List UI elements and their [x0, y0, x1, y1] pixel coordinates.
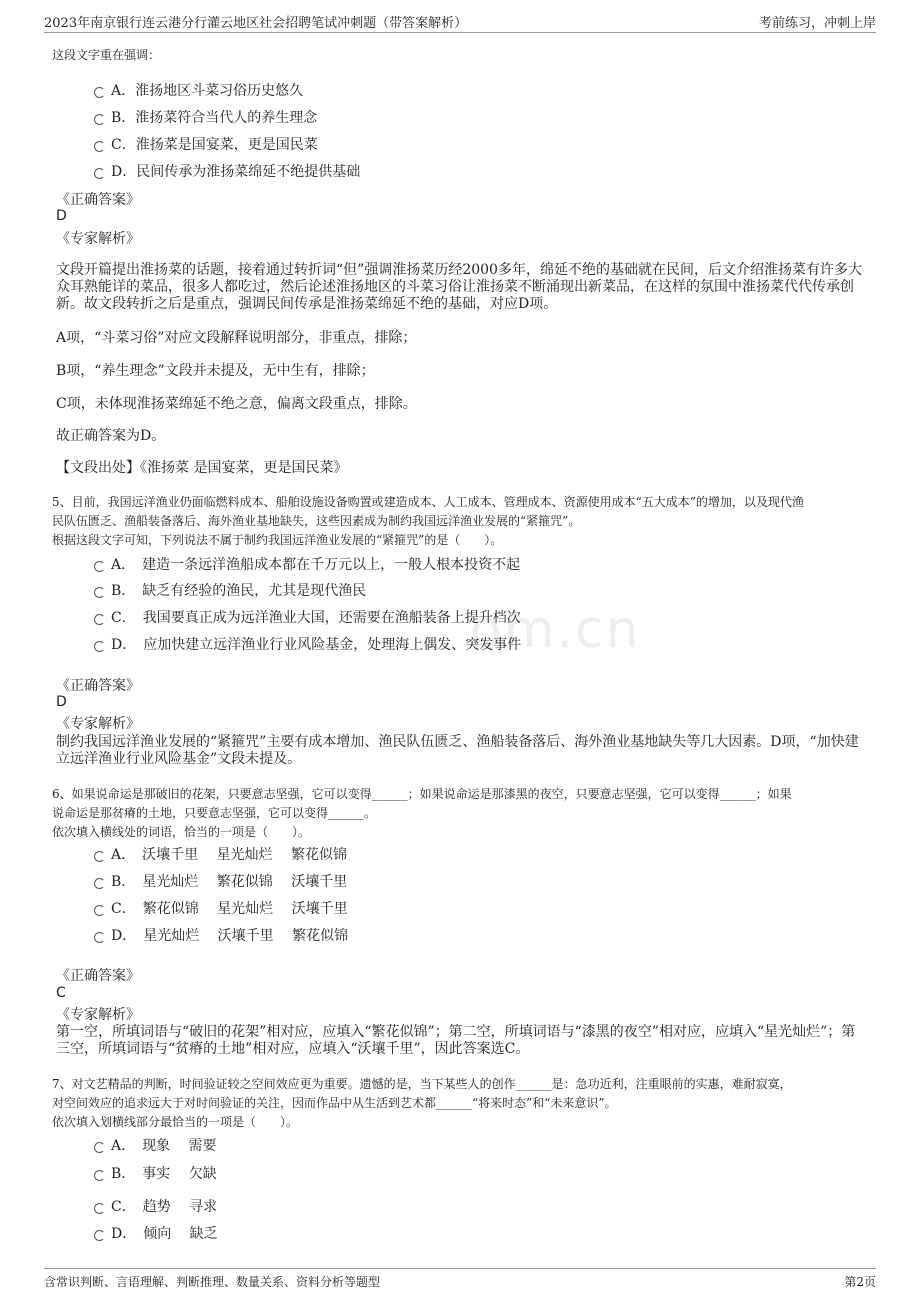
- radio-icon[interactable]: [94, 141, 105, 152]
- q4-analysis-a: A项，“斗菜习俗”对应文段解释说明部分，非重点，排除；: [56, 330, 417, 346]
- q5-answer-label: 《正确答案》: [56, 678, 140, 694]
- q4-option-d[interactable]: D．民间传承为淮扬菜绵延不绝提供基础: [94, 161, 360, 183]
- q4-analysis-label: 《专家解析》: [56, 231, 140, 247]
- q7-option-b[interactable]: B． 事实 欠缺: [94, 1163, 217, 1185]
- q4-option-a[interactable]: A．淮扬地区斗菜习俗历史悠久: [94, 80, 303, 102]
- q5-option-d[interactable]: D． 应加快建立远洋渔业行业风险基金，处理海上偶发、突发事件: [94, 634, 521, 656]
- q6-option-d[interactable]: D． 星光灿烂 沃壤千里 繁花似锦: [94, 925, 348, 947]
- q7-option-d[interactable]: D． 倾向 缺乏: [94, 1223, 218, 1245]
- radio-icon[interactable]: [94, 587, 105, 598]
- q6-option-a[interactable]: A． 沃壤千里 星光灿烂 繁花似锦: [94, 844, 347, 866]
- page-header: [44, 10, 876, 33]
- q5-stem-line3: 根据这段文字可知，下列说法不属于制约我国远洋渔业发展的“紧箍咒”的是（ ）。: [52, 533, 503, 547]
- radio-icon[interactable]: [94, 561, 105, 572]
- radio-icon[interactable]: [94, 905, 105, 916]
- q6-analysis-label: 《专家解析》: [56, 1007, 140, 1023]
- radio-icon[interactable]: [94, 1230, 105, 1241]
- radio-icon[interactable]: [94, 614, 105, 625]
- radio-icon[interactable]: [94, 1170, 105, 1181]
- q4-source: 【文段出处】《淮扬菜 是国宴菜，更是国民菜》: [56, 460, 348, 476]
- q5-option-c[interactable]: C． 我国要真正成为远洋渔业大国，还需要在渔船装备上提升档次: [94, 607, 521, 629]
- q4-analysis-b: B项，“养生理念”文段并未提及，无中生有，排除；: [56, 363, 375, 379]
- q5-stem-line1: 5、目前，我国远洋渔业仍面临燃料成本、船舶设施设备购置或建造成本、人工成本、管理成本、资源使用成本“五大成本”的增加，以及现代渔: [52, 495, 804, 509]
- q5-option-b[interactable]: B． 缺乏有经验的渔民，尤其是现代渔民: [94, 580, 366, 602]
- radio-icon[interactable]: [94, 114, 105, 125]
- radio-icon[interactable]: [94, 932, 105, 943]
- q6-stem-line3: 依次填入横线处的词语，恰当的一项是（ ）。: [52, 825, 311, 839]
- radio-icon[interactable]: [94, 641, 105, 652]
- radio-icon[interactable]: [94, 878, 105, 889]
- q4-answer: D: [56, 208, 67, 224]
- q4-stem: 这段文字重在强调：: [52, 48, 161, 62]
- q5-analysis-label: 《专家解析》: [56, 716, 140, 732]
- q4-answer-label: 《正确答案》: [56, 192, 140, 208]
- q5-analysis: 制约我国远洋渔业发展的“紧箍咒”主要有成本增加、渔民队伍匮乏、渔船装备落后、海外渔业基地缺失等几大因素。D项，“加快建立远洋渔业行业风险基金”文段未提及。: [56, 734, 859, 767]
- q7-stem-line3: 依次填入划横线部分最恰当的一项是（ ）。: [52, 1115, 299, 1129]
- header-title: 2023年南京银行连云港分行灌云地区社会招聘笔试冲刺题（带答案解析）: [44, 16, 468, 31]
- footer-note: 含常识判断、言语理解、判断推理、数量关系、资料分析等题型: [44, 1275, 381, 1289]
- radio-icon[interactable]: [94, 1203, 105, 1214]
- q4-option-b[interactable]: B．淮扬菜符合当代人的养生理念: [94, 107, 317, 129]
- q5-answer: D: [56, 694, 67, 710]
- page-number: 第2页: [844, 1275, 876, 1289]
- q4-analysis-main: 文段开篇提出淮扬菜的话题，接着通过转折词“但”强调淮扬菜历经2000多年，绵延不绝的基础就在民间，后文介绍淮扬菜有许多大众耳熟能详的菜品，很多人都吃过，然后论述淮扬地区的斗菜习俗让淮扬菜不断涌现出新菜品，在这样的氛围中淮扬菜代代传承创新。故文段转折之后是重点，强调民间传承是淮扬菜绵延不绝的基础，对应D项。: [56, 262, 862, 312]
- q4-conclusion: 故正确答案为D。: [56, 428, 166, 444]
- q6-answer: C: [56, 985, 66, 1001]
- q6-stem-line1: 6、如果说命运是那破旧的花架，只要意志坚强，它可以变得______；如果说命运是那漆黑的夜空，只要意志坚强，它可以变得______；如果: [52, 787, 792, 801]
- q7-stem-line2: 对空间效应的追求远大于对时间验证的关注，因而作品中从生活到艺术都______“将来时态”和“未来意识”。: [52, 1096, 617, 1110]
- page-footer: [44, 1268, 876, 1295]
- radio-icon[interactable]: [94, 168, 105, 179]
- q6-analysis: 第一空，所填词语与“破旧的花架”相对应，应填入“繁花似锦”；第二空，所填词语与“漆黑的夜空”相对应，应填入“星光灿烂”；第三空，所填词语与“贫瘠的土地”相对应，应填入“沃壤千里”，因此答案选C。: [56, 1024, 856, 1057]
- q5-option-a[interactable]: A． 建造一条远洋渔船成本都在千万元以上，一般人根本投资不起: [94, 554, 520, 576]
- radio-icon[interactable]: [94, 87, 105, 98]
- q7-stem-line1: 7、对文艺精品的判断，时间验证较之空间效应更为重要。遗憾的是，当下某些人的创作______是：急功近利，注重眼前的实惠，难耐寂寞，: [52, 1077, 792, 1091]
- header-slogan: 考前练习，冲刺上岸: [758, 16, 876, 31]
- q6-option-c[interactable]: C． 繁花似锦 星光灿烂 沃壤千里: [94, 898, 348, 920]
- q7-option-a[interactable]: A． 现象 需要: [94, 1135, 217, 1157]
- q4-analysis-c: C项，未体现淮扬菜绵延不绝之意，偏离文段重点，排除。: [56, 396, 417, 412]
- q5-stem-line2: 民队伍匮乏、渔船装备落后、海外渔业基地缺失，这些因素成为制约我国远洋渔业发展的“紧箍咒”。: [52, 514, 581, 528]
- q6-option-b[interactable]: B． 星光灿烂 繁花似锦 沃壤千里: [94, 871, 347, 893]
- q7-option-c[interactable]: C． 趋势 寻求: [94, 1196, 217, 1218]
- q4-option-c[interactable]: C．淮扬菜是国宴菜，更是国民菜: [94, 134, 318, 156]
- radio-icon[interactable]: [94, 1142, 105, 1153]
- radio-icon[interactable]: [94, 851, 105, 862]
- q6-answer-label: 《正确答案》: [56, 968, 140, 984]
- q6-stem-line2: 说命运是那贫瘠的土地，只要意志坚强，它可以变得______。: [52, 806, 377, 820]
- watermark: om.cn: [470, 600, 641, 660]
